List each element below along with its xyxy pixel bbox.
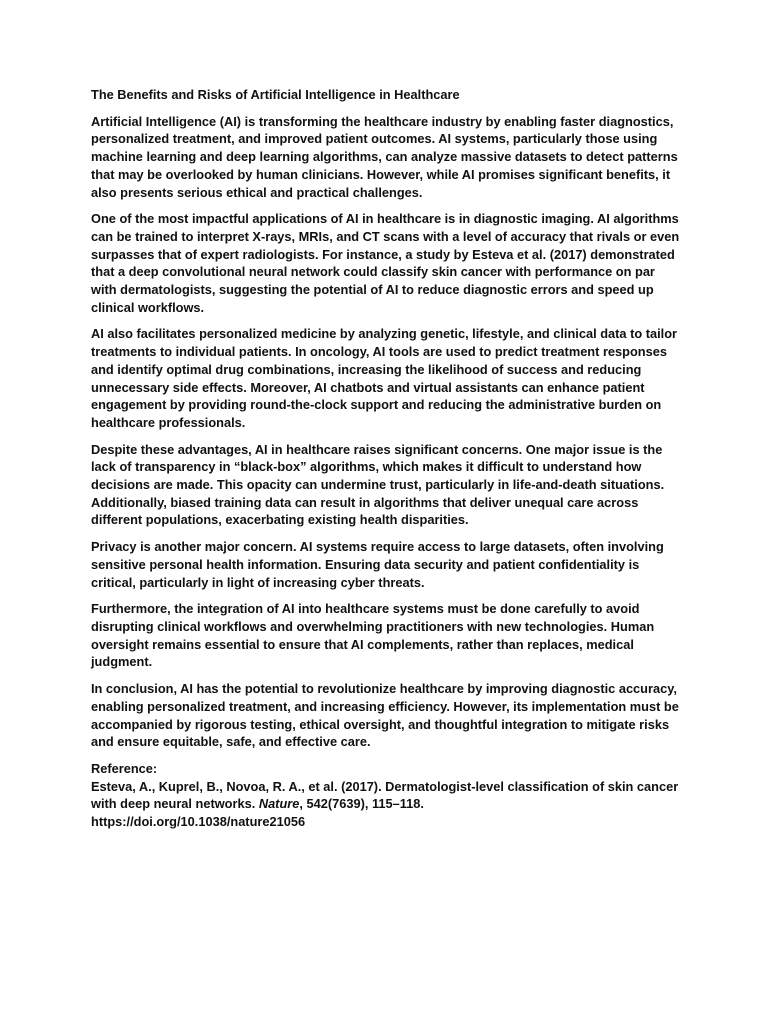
paragraph-integration: Furthermore, the integration of AI into healthcare systems must be done carefully to avoid disrupting clinical workflows and overwhelming practitioners with new technologies. Human oversight remains essential to ensure that AI complements, rather than replaces, medical judgment. bbox=[91, 601, 655, 670]
document-title: The Benefits and Risks of Artificial Intelligence in Healthcare bbox=[91, 87, 460, 102]
paragraph-privacy: Privacy is another major concern. AI systems require access to large datasets, often involving sensitive personal health information. Ensuring data security and patient confidentiality is critical, particularly in light of increasing cyber threats. bbox=[91, 539, 664, 590]
reference-authors: Esteva, A., Kuprel, B., Novoa, R. A., et al. (2017). Dermatologist-level classification of skin cancer with deep neural networks. bbox=[91, 778, 679, 812]
document-page bbox=[91, 86, 681, 831]
paragraph-diagnostic-imaging: One of the most impactful applications of AI in healthcare is in diagnostic imaging. AI algorithms can be trained to interpret X-rays, MRIs, and CT scans with a level of accuracy that rivals or even surpasses that of expert radiologists. For instance, a study by Esteva et al. (2017) demonstrated that a deep convolutional neural network could classify skin cancer with performance on par with dermatologists, suggesting the potential of AI to reduce diagnostic errors and speed up clinical workflows. bbox=[91, 211, 680, 315]
reference-label: Reference: bbox=[91, 760, 158, 776]
paragraph-concerns: Despite these advantages, AI in healthcare raises significant concerns. One major issue is the lack of transparency in “black-box” algorithms, which makes it difficult to understand how decisions are made. This opacity can undermine trust, particularly in life-and-death situations. Additionally, biased training data can result in algorithms that deliver unequal care across different populations, exacerbating existing health disparities. bbox=[91, 441, 665, 528]
reference-doi-link[interactable]: https://doi.org/10.1038/nature21056 bbox=[91, 814, 306, 830]
reference-citation bbox=[91, 778, 681, 813]
paragraph-intro: Artificial Intelligence (AI) is transforming the healthcare industry by enabling faster diagnostics, personalized treatment, and improved patient outcomes. AI systems, particularly those using machine learning and deep learning algorithms, can analyze massive datasets to detect patterns that may be overlooked by human clinicians. However, while AI promises significant benefits, it also presents serious ethical and practical challenges. bbox=[91, 113, 678, 200]
reference-journal: Nature bbox=[258, 796, 300, 812]
paragraph-conclusion: In conclusion, AI has the potential to revolutionize healthcare by improving diagnostic accuracy, enabling personalized treatment, and increasing efficiency. However, its implementation must be accompanied by rigorous testing, ethical oversight, and thoughtful integration to mitigate risks and ensure equitable, safe, and effective care. bbox=[91, 681, 679, 750]
paragraph-personalized-medicine: AI also facilitates personalized medicine by analyzing genetic, lifestyle, and clinical data to tailor treatments to individual patients. In oncology, AI tools are used to predict treatment responses and identify optimal drug combinations, increasing the likelihood of success and reducing unnecessary side effects. Moreover, AI chatbots and virtual assistants can enhance patient engagement by providing round-the-clock support and reducing the administrative burden on healthcare professionals. bbox=[91, 326, 677, 430]
reference-section bbox=[91, 760, 681, 831]
reference-volume-pages: , 542(7639), 115–118. bbox=[299, 796, 424, 812]
